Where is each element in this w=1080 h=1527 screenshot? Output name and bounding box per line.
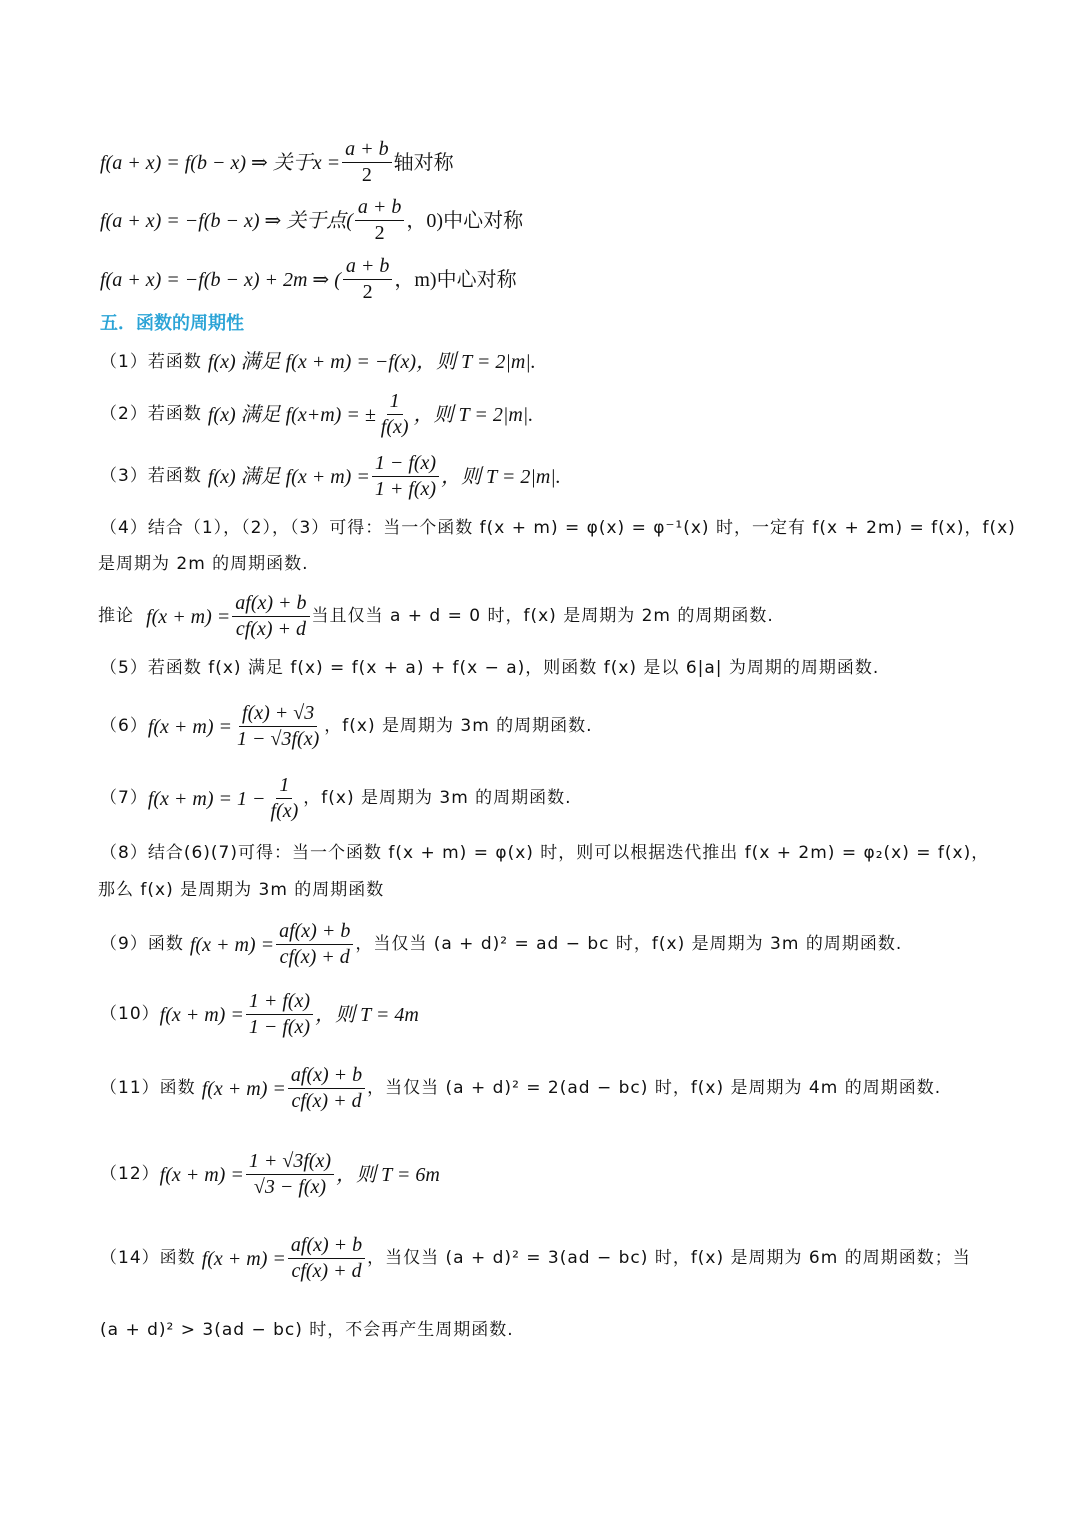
item-8-line-2: 那么 f(x) 是周期为 3m 的周期函数: [98, 880, 385, 900]
formula-pre: f(x + m) =: [201, 1247, 286, 1270]
fraction: [246, 1150, 334, 1199]
fraction-denominator: 2: [374, 222, 385, 244]
formula-post: 当且仅当 a + d = 0 时，f(x) 是周期为 2m 的周期函数.: [311, 606, 774, 627]
fraction-numerator: 1: [387, 390, 403, 415]
fraction-numerator: af(x) + b: [232, 592, 309, 617]
formula-rhs: ，0)中心对称: [406, 209, 524, 232]
formula-lhs: f(a + x) = f(b − x) ⇒ 关于x =: [100, 151, 341, 174]
formula-post: ，则 T = 2|m|.: [441, 465, 561, 488]
formula-pre: f(x + m) =: [146, 605, 231, 628]
fraction: [372, 452, 439, 501]
item-text: f(x) 满足 f(x + m) = −f(x)，则 T = 2|m|.: [207, 351, 536, 373]
fraction: [246, 990, 313, 1039]
fraction-denominator: 1 − √3f(x): [237, 728, 320, 750]
fraction-numerator: 1 + √3f(x): [246, 1150, 334, 1175]
symmetry-center-line: [100, 255, 990, 304]
fraction-denominator: 1 − f(x): [248, 1016, 311, 1038]
section-title: 五．函数的周期性: [100, 313, 244, 334]
fraction-numerator: af(x) + b: [276, 920, 353, 945]
fraction-numerator: a + b: [342, 138, 392, 163]
symmetry-point-line: [100, 196, 990, 245]
formula-rhs: 轴对称: [393, 151, 454, 174]
item-4-line-2: 是周期为 2m 的周期函数.: [98, 554, 309, 574]
corollary-label: 推论: [98, 606, 134, 627]
fraction-numerator: f(x) + √3: [239, 702, 317, 727]
formula-pre: f(x) 满足 f(x+m) = ±: [207, 403, 376, 426]
item-14-continuation: (a + d)² > 3(ad − bc) 时，不会再产生周期函数.: [100, 1320, 514, 1340]
corollary: [98, 592, 990, 641]
fraction-numerator: a + b: [355, 196, 405, 221]
item-2: [100, 390, 990, 439]
formula-lhs: f(a + x) = −f(b − x) + 2m ⇒ (: [100, 268, 341, 291]
formula-pre: f(x) 满足 f(x + m) =: [207, 465, 370, 488]
item-3: [100, 452, 990, 501]
fraction-denominator: 2: [362, 281, 373, 303]
item-label: （7）: [100, 788, 148, 809]
formula-post: ，则 T = 4m: [315, 1003, 419, 1026]
item-6: [100, 702, 990, 751]
fraction-denominator: cf(x) + d: [279, 946, 350, 968]
formula-pre: f(x + m) =: [159, 1163, 244, 1186]
formula-post: ，则 T = 2|m|.: [413, 403, 534, 426]
item-14: [100, 1234, 990, 1283]
fraction-denominator: cf(x) + d: [235, 618, 306, 640]
formula-post: ，f(x) 是周期为 3m 的周期函数.: [324, 716, 593, 737]
item-label: （9）函数: [100, 934, 184, 955]
fraction-denominator: cf(x) + d: [291, 1090, 362, 1112]
formula-pre: f(x + m) =: [159, 1003, 244, 1026]
item-4-line-1: （4）结合（1），（2），（3）可得：当一个函数 f(x + m) = φ(x) = φ⁻¹(x) 时，一定有 f(x + 2m) = f(x)，f(x): [100, 518, 1016, 538]
item-9: [100, 920, 990, 969]
item-label: （12）: [100, 1164, 160, 1185]
item-12: [100, 1150, 990, 1199]
fraction: [276, 920, 353, 969]
formula-pre: f(x + m) =: [147, 715, 233, 738]
formula-pre: f(x + m) =: [201, 1077, 286, 1100]
item-label: （3）若函数: [100, 466, 202, 487]
item-label: （2）若函数: [100, 404, 202, 425]
item-8-line-1: （8）结合(6)(7)可得：当一个函数 f(x + m) = φ(x) 时，则可以根据迭代推出 f(x + 2m) = φ₂(x) = f(x)，: [100, 843, 990, 863]
fraction: [378, 390, 412, 439]
item-label: （11）函数: [100, 1078, 196, 1099]
fraction: [343, 255, 393, 304]
item-label: （6）: [100, 716, 148, 737]
fraction: [342, 138, 392, 187]
fraction-numerator: af(x) + b: [288, 1234, 365, 1259]
fraction: [234, 702, 322, 751]
fraction-denominator: 2: [361, 164, 372, 186]
item-label: （14）函数: [100, 1248, 196, 1269]
fraction: [355, 196, 405, 245]
fraction-denominator: f(x): [380, 416, 409, 438]
formula-rhs: ，m)中心对称: [394, 268, 517, 291]
formula-post: ，当仅当 (a + d)² = 3(ad − bc) 时，f(x) 是周期为 6m 的周期函数；当: [367, 1248, 971, 1269]
fraction: [288, 1234, 365, 1283]
formula-post: ，则 T = 6m: [336, 1163, 440, 1186]
item-label: （1）若函数: [100, 351, 202, 372]
item-11: [100, 1064, 990, 1113]
formula-post: ，f(x) 是周期为 3m 的周期函数.: [303, 788, 572, 809]
item-5: （5）若函数 f(x) 满足 f(x) = f(x + a) + f(x − a)，则函数 f(x) 是以 6|a| 为周期的周期函数.: [100, 658, 880, 678]
fraction-numerator: 1 + f(x): [246, 990, 313, 1015]
item-7: [100, 774, 990, 823]
fraction: [288, 1064, 365, 1113]
fraction-numerator: 1: [276, 774, 292, 799]
fraction-denominator: f(x): [270, 800, 299, 822]
item-10: [100, 990, 990, 1039]
item-1: [100, 350, 990, 374]
fraction-denominator: cf(x) + d: [291, 1260, 362, 1282]
fraction: [268, 774, 302, 823]
formula-post: ，当仅当 (a + d)² = 2(ad − bc) 时，f(x) 是周期为 4m 的周期函数.: [367, 1078, 942, 1099]
formula-lhs: f(a + x) = −f(b − x) ⇒ 关于点(: [100, 209, 353, 232]
formula-pre: f(x + m) = 1 −: [147, 787, 266, 810]
formula-pre: f(x + m) =: [189, 933, 275, 956]
fraction-numerator: af(x) + b: [288, 1064, 365, 1089]
fraction-numerator: 1 − f(x): [372, 452, 439, 477]
fraction-numerator: a + b: [343, 255, 393, 280]
fraction-denominator: √3 − f(x): [253, 1176, 327, 1198]
fraction-denominator: 1 + f(x): [374, 478, 437, 500]
formula-post: ，当仅当 (a + d)² = ad − bc 时，f(x) 是周期为 3m 的周期函数.: [355, 934, 903, 955]
symmetry-axis-line: [100, 138, 990, 187]
fraction: [232, 592, 309, 641]
item-label: （10）: [100, 1004, 160, 1025]
